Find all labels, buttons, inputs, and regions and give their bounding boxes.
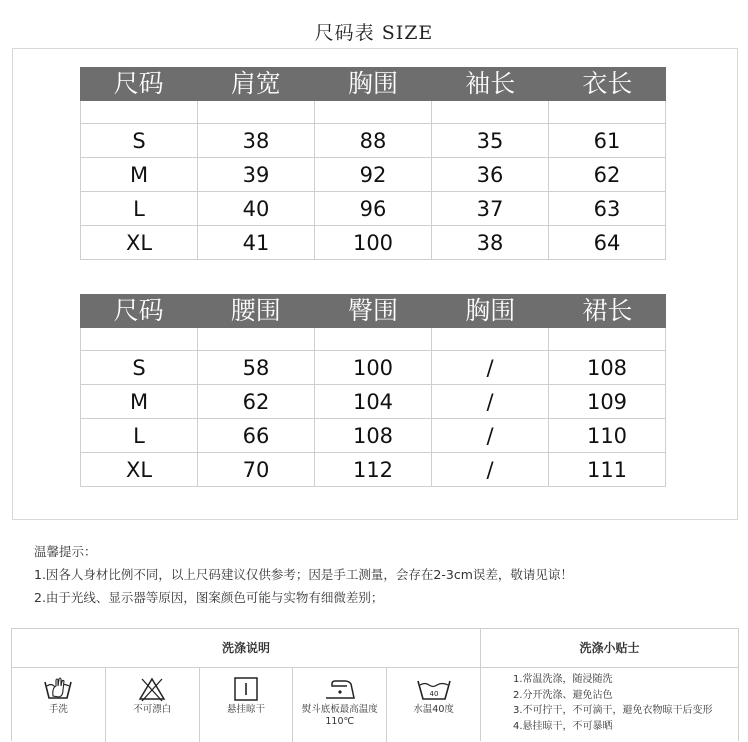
table-cell: 40: [198, 192, 315, 226]
care-label: 水温40度: [413, 704, 454, 715]
table-row: [81, 351, 666, 385]
wash-tip-line: 3.不可拧干，不可滴干，避免衣物晾干后变形: [513, 705, 713, 716]
table-row: [81, 453, 666, 487]
header-cell: 衣长: [582, 69, 633, 98]
table-cell: 104: [315, 385, 432, 419]
care-label: 悬挂晾干: [226, 704, 265, 715]
notice-section: [34, 540, 573, 609]
care-label: 熨斗底板最高温度110℃: [301, 704, 378, 727]
notice-heading: 温馨提示：: [34, 544, 97, 559]
table-cell: M: [81, 385, 198, 419]
table-cell: 112: [315, 453, 432, 487]
table-cell: 100: [315, 351, 432, 385]
table-cell: 62: [549, 158, 666, 192]
table-cell: 92: [315, 158, 432, 192]
table-row: [81, 192, 666, 226]
size-table-1-header: [80, 67, 666, 101]
table-cell: 61: [549, 124, 666, 158]
hang-dry-icon: [231, 676, 261, 702]
header-cell: 胸围: [465, 296, 516, 325]
notice-line: 2.由于光线、显示器等原因，图案颜色可能与实物有细微差别；: [34, 590, 384, 605]
wash-40-icon: [416, 676, 452, 702]
table-cell: /: [432, 419, 549, 453]
table-cell: 63: [549, 192, 666, 226]
notice-line: 1.因各人身材比例不同，以上尺码建议仅供参考；因是手工测量，会存在2-3cm误差，敬请见谅！: [34, 567, 573, 582]
wash-temp-text: 40: [429, 690, 439, 698]
header-cell: 袖长: [465, 69, 516, 98]
table-cell: 88: [315, 124, 432, 158]
wash-tip-line: 1.常温洗涤，随浸随洗: [513, 674, 613, 685]
table-cell: 62: [198, 385, 315, 419]
table-cell: /: [432, 351, 549, 385]
table-cell: 64: [549, 226, 666, 260]
table-cell: S: [81, 351, 198, 385]
iron-icon: [323, 676, 357, 702]
size-table-2-header: [80, 294, 666, 328]
care-item: [293, 668, 387, 742]
table-cell: M: [81, 158, 198, 192]
wash-tip-line: 4.悬挂晾干，不可暴晒: [513, 720, 613, 732]
care-item: [12, 668, 106, 742]
table-cell: 108: [549, 351, 666, 385]
wash-instructions-title: 洗涤说明: [12, 629, 480, 668]
table-cell: 41: [198, 226, 315, 260]
table-cell: /: [432, 453, 549, 487]
wash-instructions: [12, 629, 481, 741]
table-cell: 35: [432, 124, 549, 158]
header-cell: 臀围: [348, 296, 399, 325]
table-cell: 38: [432, 226, 549, 260]
table-cell: L: [81, 419, 198, 453]
header-cell: 腰围: [230, 296, 281, 325]
header-cell: 肩宽: [230, 69, 281, 98]
table-cell: 37: [432, 192, 549, 226]
table-cell: 66: [198, 419, 315, 453]
table-row: [81, 419, 666, 453]
table-cell: 36: [432, 158, 549, 192]
table-row: [81, 158, 666, 192]
hand-wash-icon: [43, 676, 73, 702]
table-cell: XL: [81, 226, 198, 260]
table-row: [81, 385, 666, 419]
wash-tips-title: 洗涤小贴士: [481, 629, 738, 668]
table-cell: S: [81, 124, 198, 158]
care-label: 不可漂白: [133, 704, 172, 715]
header-cell: 胸围: [348, 69, 399, 98]
table-cell: 108: [315, 419, 432, 453]
wash-tip-line: 2.分开洗涤、避免沾色: [513, 689, 613, 701]
table-row: [81, 226, 666, 260]
table-cell: 100: [315, 226, 432, 260]
care-item: [200, 668, 294, 742]
wash-tips: [481, 629, 738, 741]
no-bleach-icon: [137, 676, 167, 702]
table-cell: 58: [198, 351, 315, 385]
size-table-1: [80, 101, 666, 260]
table-cell: 70: [198, 453, 315, 487]
table-row: [81, 124, 666, 158]
care-label: 手洗: [48, 704, 68, 715]
care-item: [106, 668, 200, 742]
table-cell: L: [81, 192, 198, 226]
table-cell: 96: [315, 192, 432, 226]
care-item: [387, 668, 480, 742]
header-cell: 尺码: [113, 69, 164, 98]
table-cell: 110: [549, 419, 666, 453]
table-cell: XL: [81, 453, 198, 487]
table-cell: 39: [198, 158, 315, 192]
care-panel: [11, 628, 739, 741]
table-cell: 38: [198, 124, 315, 158]
table-cell: 109: [549, 385, 666, 419]
size-table-2: [80, 328, 666, 487]
header-cell: 裙长: [582, 296, 633, 325]
table-cell: /: [432, 385, 549, 419]
page-title: 尺码表 SIZE: [314, 22, 434, 44]
table-cell: 111: [549, 453, 666, 487]
header-cell: 尺码: [113, 296, 164, 325]
